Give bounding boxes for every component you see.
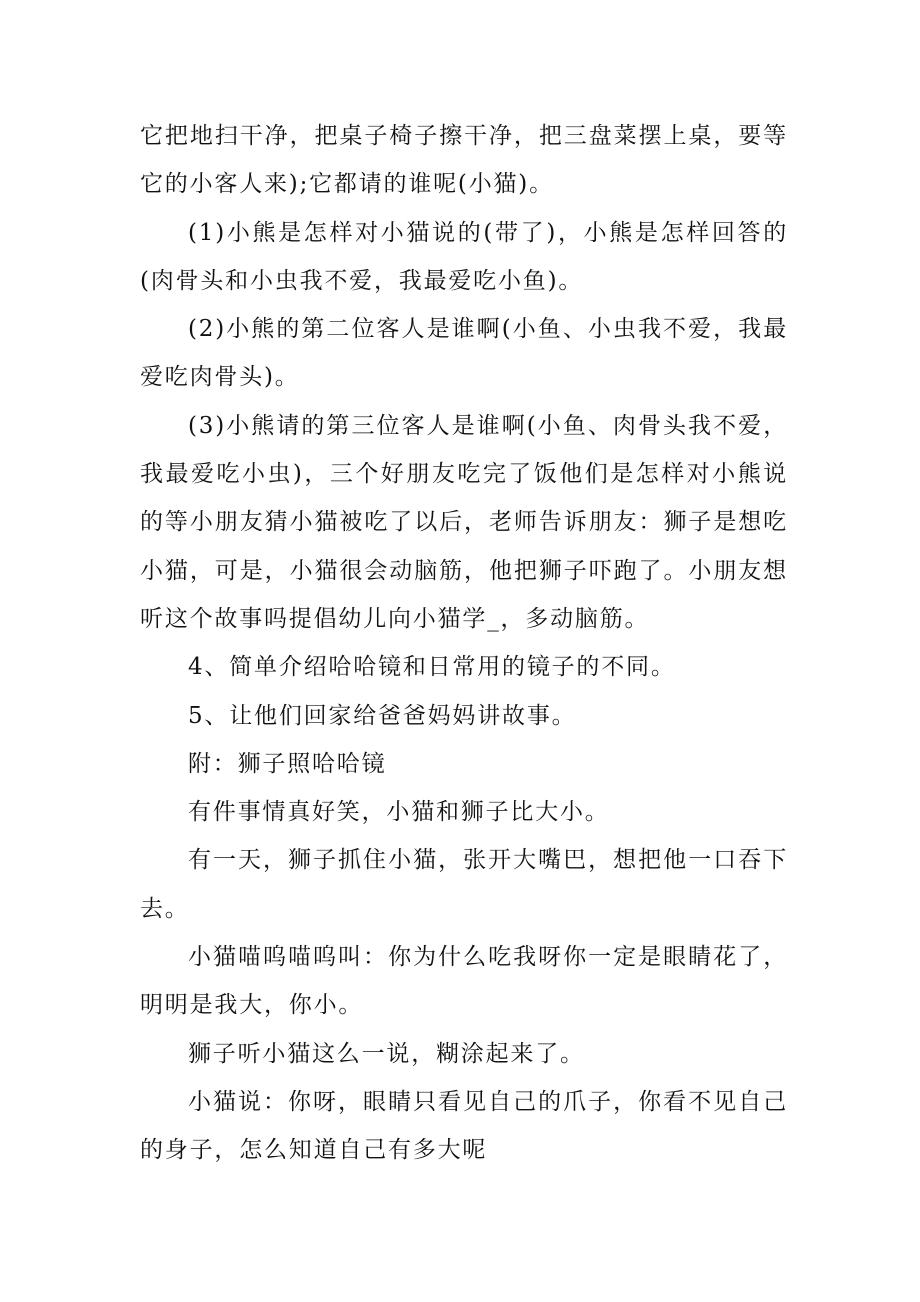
- paragraph-7: 附：狮子照哈哈镜: [188, 750, 387, 777]
- paragraph-3: (2)小熊的第二位客人是谁啊(小鱼、小虫我不爱，我最爱吃肉骨头)。: [140, 316, 788, 391]
- paragraph-1: 它把地扫干净，把桌子椅子擦干净，把三盘菜摆上桌，要等它的小客人来);它都请的谁呢(小猫)。: [140, 123, 788, 198]
- paragraph-6: 5、让他们回家给爸爸妈妈讲故事。: [188, 702, 577, 729]
- paragraph-4: (3)小熊请的第三位客人是谁啊(小鱼、肉骨头我不爱，我最爱吃小虫)，三个好朋友吃完了饭他们是怎样对小熊说的等小朋友猜小猫被吃了以后，老师告诉朋友：狮子是想吃小猫，可是，小猫很会动脑筋，他把狮子吓跑了。小朋友想听这个故事吗提倡幼儿向小猫学_，多动脑筋。: [140, 412, 788, 632]
- paragraph-11: 狮子听小猫这么一说，糊涂起来了。: [188, 1040, 585, 1067]
- paragraph-9: 有一天，狮子抓住小猫，张开大嘴巴，想把他一口吞下去。: [140, 847, 788, 922]
- document-body: [140, 112, 788, 1175]
- paragraph-8: 有件事情真好笑，小猫和狮子比大小。: [188, 799, 610, 826]
- paragraph-5: 4、简单介绍哈哈镜和日常用的镜子的不同。: [188, 654, 676, 681]
- paragraph-10: 小猫喵呜喵呜叫：你为什么吃我呀你一定是眼睛花了，明明是我大，你小。: [140, 944, 788, 1019]
- paragraph-2: (1)小熊是怎样对小猫说的(带了)，小熊是怎样回答的(肉骨头和小虫我不爱，我最爱吃小鱼)。: [140, 219, 788, 294]
- paragraph-12: 小猫说：你呀，眼睛只看见自己的爪子，你看不见自己的身子，怎么知道自己有多大呢: [140, 1088, 788, 1164]
